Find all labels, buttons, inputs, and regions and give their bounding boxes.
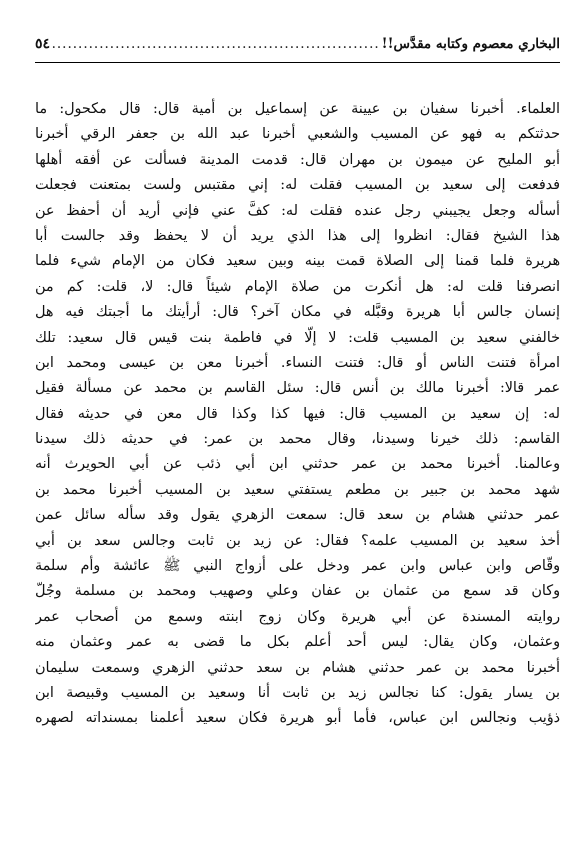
text-line: خالفني سعيد بن المسيب قلت: لا إلّا في فاطمة بنت قيس قال سعيد: تلك bbox=[35, 329, 560, 346]
text-line: له: إن سعيد بن المسيب قال: فيها كذا وكذا قال معن في حديثه فقال bbox=[35, 405, 560, 422]
header-title: البخاري معصوم وكتابه مقدَّس!! bbox=[381, 36, 560, 52]
text-line: العلماء. أخبرنا سفيان بن عيينة عن إسماعيل بن أمية قال: قال مكحول: ما bbox=[35, 101, 560, 117]
text-line: وعالمنا. أخبرنا محمد بن عمر حدثني ابن أبي ذئب عن أبي الحويرث أنه bbox=[35, 456, 560, 473]
book-page bbox=[35, 36, 560, 732]
text-line: إنسان جالس أبا هريرة وقبَّله في مكان آخر؟ قال: أرأيتك ما أجبتك فيه هل bbox=[35, 304, 560, 321]
text-line: هريرة فلما قمنا إلى الصلاة قمت بينه وبين سعيد فكان من الإمام شيء فلما bbox=[35, 253, 560, 270]
header-leader-dots bbox=[52, 36, 380, 52]
text-line: عمر حدثني هشام بن سعد قال: سمعت الزهري يقول وقد سأله سائل عمن bbox=[35, 507, 560, 524]
text-line: أخذ سعيد بن المسيب علمه؟ فقال: عن زيد بن ثابت وجالس سعد بن أبي bbox=[35, 532, 560, 549]
text-line: فدفعت إلى سعيد بن المسيب فقلت له: إني مقتبس ولست بمتعنت فجعلت bbox=[35, 177, 560, 194]
text-line: وقّاص وابن عباس وابن عمر ودخل على أزواج النبي ﷺ عائشة وأم سلمة bbox=[35, 558, 560, 575]
text-line: شهد محمد بن جبير بن مطعم يستفتي سعيد بن المسيب أخبرنا محمد بن bbox=[35, 481, 560, 498]
text-line: القاسم: ذلك خيرنا وسيدنا، وقال محمد بن عمر: في حديثه ذلك سيدنا bbox=[35, 431, 560, 448]
text-line: أسأله وجعل يجيبني رجل عنده فقلت له: كفَّ عني فإني أريد أن أحفظ عن bbox=[35, 202, 560, 219]
header-rule bbox=[35, 62, 560, 63]
text-line: أبو المليح عن ميمون بن مهران قال: قدمت المدينة فسألت عن أفقه أهلها bbox=[35, 151, 560, 168]
text-line: عمر قالا: أخبرنا مالك بن أنس قال: سئل القاسم بن محمد عن مسألة فقيل bbox=[35, 380, 560, 397]
text-line: انصرفنا قلت له: هل أنكرت من صلاة الإمام شيئاً قال: لا، قلت: كم من bbox=[35, 278, 560, 295]
text-line: وكان قد سمع من عثمان بن عفان وعلي وصهيب ومحمد بن مسلمة وجُلّ bbox=[35, 583, 560, 600]
running-header bbox=[35, 36, 560, 60]
page-number: ٥٤ bbox=[35, 36, 51, 52]
text-line: ذؤيب ونجالس ابن عباس، فأما أبو هريرة فكان سعيد أعلمنا بمسنداته لصهره bbox=[35, 710, 560, 727]
text-line: امرأة فتنت الناس أو قال: فتنت النساء. أخبرنا معن بن عيسى ومحمد ابن bbox=[35, 354, 560, 371]
text-line: بن يسار يقول: كنا نجالس زيد بن ثابت أنا وسعيد بن المسيب وقبيصة ابن bbox=[35, 684, 560, 701]
text-line: أخبرنا محمد بن عمر حدثني هشام بن سعد حدثني الزهري وسمعت سليمان bbox=[35, 659, 560, 676]
text-line: روايته المسندة عن أبي هريرة وكان زوج ابنته وسمع من أصحاب عمر bbox=[35, 608, 560, 625]
text-line: هذا الشيخ فقال: انظروا إلى هذا الذي يريد أن لا يحفظ وقد جالست أبا bbox=[35, 227, 560, 244]
text-line: وعثمان، وكان يقال: ليس أحد أعلم بكل ما قضى به عمر وعثمان منه bbox=[35, 634, 560, 651]
body-text bbox=[35, 97, 560, 732]
text-line: حدثتكم به فهو عن المسيب والشعبي أخبرنا عبد الله بن جعفر الرقي أخبرنا bbox=[35, 126, 560, 143]
